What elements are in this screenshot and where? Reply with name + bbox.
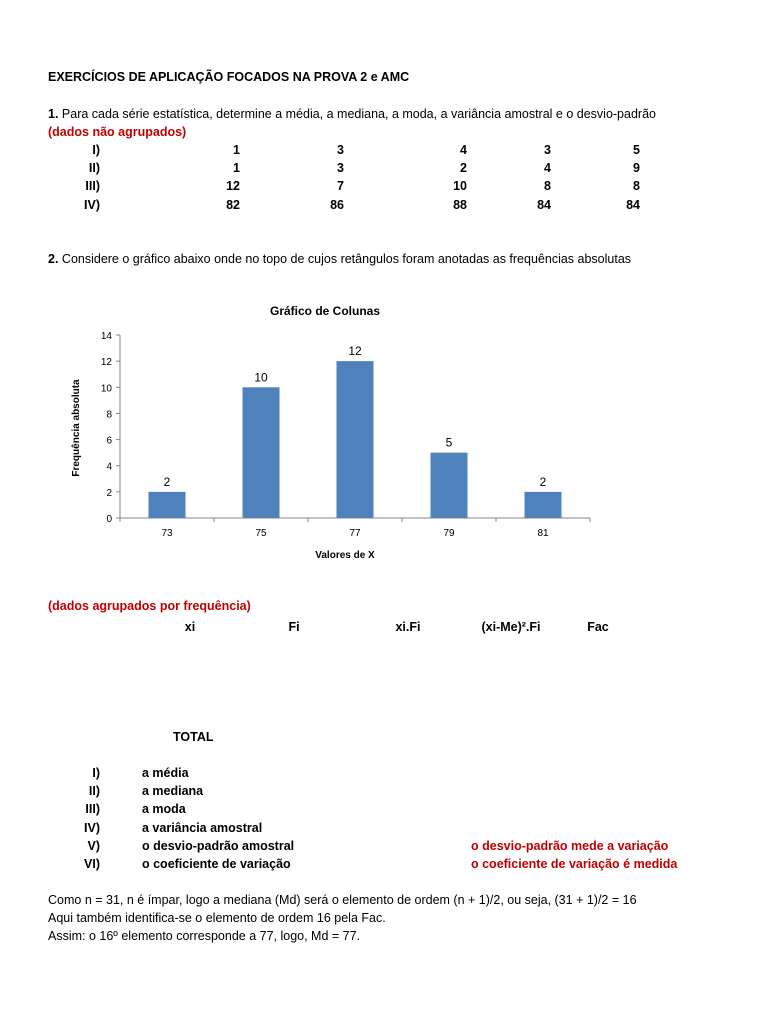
grouped-note: (dados agrupados por frequência) [48,599,251,613]
grouped-column-header: xi.Fi [395,620,421,634]
grouped-column-header: Fi [288,620,300,634]
column-chart [0,290,645,580]
series-value: 1 [233,161,240,175]
question-2-statement [48,252,631,267]
series-label: I) [92,143,100,157]
task-label: II) [88,784,100,798]
series-value: 84 [626,198,640,212]
chart-y-tick-label: 8 [106,409,112,421]
series-value: 7 [337,179,344,193]
question-1-text: Para cada série estatística, determine a média, a mediana, a moda, a variância amostral e o desvio-padrão [58,107,656,121]
chart-y-tick-label: 6 [106,435,112,447]
chart-x-tick-label: 81 [537,528,549,539]
chart-y-tick-label: 4 [106,461,112,473]
task-label: I) [92,766,100,780]
task-note: o desvio-padrão mede a variação [471,839,669,853]
series-label: IV) [84,198,100,212]
page-heading: EXERCÍCIOS DE APLICAÇÃO FOCADOS NA PROVA 2 e AMC [48,70,410,84]
question-1-statement [48,107,656,122]
chart-x-tick-label: 77 [349,528,361,539]
series-label: III) [85,179,100,193]
chart-bar [149,492,186,518]
chart-x-axis-label: Valores de X [315,550,375,561]
series-value: 86 [330,198,344,212]
conclusion-line: Como n = 31, n é ímpar, logo a mediana (Md) será o elemento de ordem (n + 1)/2, ou seja, (31 + 1)/2 = 16 [48,893,637,907]
conclusion-line: Aqui também identifica-se o elemento de ordem 16 pela Fac. [48,911,386,925]
series-value: 9 [633,161,640,175]
question-1-number: 1. [48,107,59,121]
chart-title: Gráfico de Colunas [269,304,381,318]
chart-data-label: 5 [445,435,453,450]
conclusion-line: Assim: o 16º elemento corresponde a 77, logo, Md = 77. [48,929,361,943]
series-value: 4 [460,143,467,157]
series-value: 3 [337,161,344,175]
chart-bar [243,387,280,518]
task-text: o coeficiente de variação [142,857,291,871]
task-label: III) [85,802,100,816]
chart-data-label: 2 [163,474,171,489]
task-label: IV) [84,821,100,835]
chart-y-axis-label: Frequência absoluta [71,379,82,477]
chart-y-tick-label: 2 [106,487,112,499]
series-value: 3 [337,143,344,157]
series-value: 8 [544,179,551,193]
chart-bar [525,492,562,518]
series-value: 10 [453,179,467,193]
grouped-column-header: xi [184,620,196,634]
task-text: o desvio-padrão amostral [142,839,295,853]
chart-bar [337,361,374,518]
series-value: 2 [460,161,467,175]
question-2-number: 2. [48,252,59,266]
total-label: TOTAL [173,730,214,744]
series-value: 4 [544,161,551,175]
chart-bar [431,453,468,518]
chart-y-tick-label: 12 [100,357,112,369]
task-label: V) [87,839,100,853]
series-value: 12 [226,179,240,193]
question-2-text: Considere o gráfico abaixo onde no topo de cujos retângulos foram anotadas as frequências absolutas [58,252,632,266]
series-value: 8 [633,179,640,193]
chart-data-label: 2 [539,474,547,489]
question-1-note: (dados não agrupados) [48,125,187,139]
grouped-column-header: Fac [587,620,609,634]
chart-data-label: 12 [348,344,362,359]
task-text: a variância amostral [142,821,263,835]
task-text: a mediana [142,784,204,798]
chart-x-tick-label: 79 [443,528,455,539]
series-value: 3 [544,143,551,157]
task-text: a moda [142,802,186,816]
chart-y-tick-label: 10 [100,383,112,395]
chart-data-label: 10 [254,370,268,385]
task-label: VI) [84,857,100,871]
series-value: 82 [226,198,240,212]
chart-y-tick-label: 0 [106,514,112,525]
task-note: o coeficiente de variação é medida [471,857,678,871]
chart-y-tick-label: 14 [100,331,112,342]
series-value: 5 [633,143,640,157]
series-value: 84 [537,198,551,212]
task-text: a média [142,766,189,780]
chart-x-tick-label: 75 [255,528,267,539]
series-value: 1 [233,143,240,157]
series-label: II) [88,161,100,175]
grouped-column-header: (xi-Me)².Fi [481,620,541,634]
series-value: 88 [453,198,467,212]
chart-x-tick-label: 73 [161,528,173,539]
